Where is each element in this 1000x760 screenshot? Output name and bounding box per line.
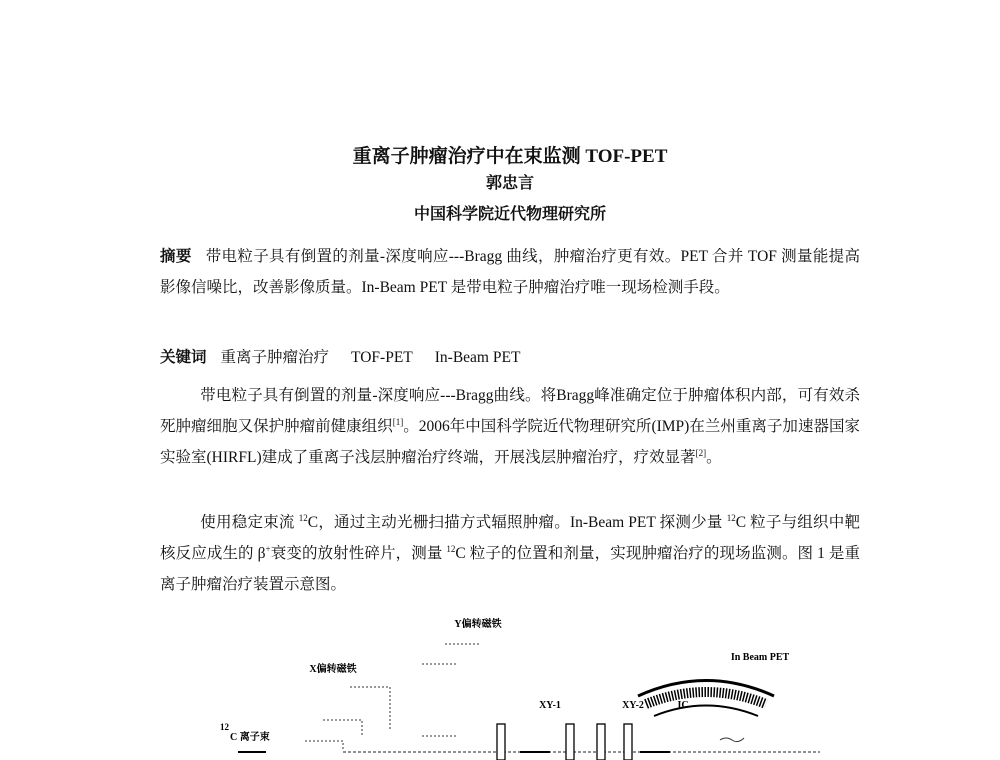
keyword: 重离子肿瘤治疗 <box>220 349 330 366</box>
detector-plates <box>497 724 632 760</box>
citation: [2] <box>695 447 707 458</box>
abstract <box>160 241 860 303</box>
affiliation: 中国科学院近代物理研究所 <box>413 206 606 223</box>
keyword: In-Beam PET <box>434 349 521 366</box>
xy2-label: XY-2 <box>622 700 644 711</box>
text: C 粒子与组织中靶核反应成生的 β <box>160 514 860 562</box>
abstract-text: 带电粒子具有倒置的剂量-深度响应---Bragg 曲线，肿瘤治疗更有效。PET 合并 TOF 测量能提高影像信噪比，改善影像质量。In-Beam PET 是带电粒子肿瘤治疗唯一现场检测手段。 <box>160 248 860 296</box>
superscript: 12 <box>298 512 308 523</box>
magnet-outlines <box>305 644 480 750</box>
keyword: TOF-PET <box>351 349 413 366</box>
beam-superscript: 12 <box>220 722 229 732</box>
ic-label: IC <box>677 700 689 711</box>
page-title: 重离子肿瘤治疗中在束监测 TOF-PET <box>352 146 668 167</box>
superscript: + <box>265 543 271 554</box>
citation: [1] <box>392 416 404 427</box>
x-magnet-label: X偏转磁铁 <box>309 664 357 675</box>
text: C 粒子的位置和剂量，实现肿瘤治疗的现场监测。图 1 是重离子肿瘤治疗装置示意图。 <box>160 545 860 593</box>
keywords-label: 关键词 <box>160 349 207 366</box>
text: 使用稳定束流 <box>200 514 299 531</box>
author: 郭忠言 <box>485 175 534 192</box>
text: 。 <box>706 449 722 466</box>
superscript: 12 <box>446 543 456 554</box>
xy1-label: XY-1 <box>539 700 561 711</box>
text: C，通过主动光栅扫描方式辐照肿瘤。In-Beam PET 探测少量 <box>307 514 727 531</box>
text: 衰变的放射性碎片，测量 <box>270 545 447 562</box>
text: 带电粒子具有倒置的剂量-深度响应---Bragg曲线。将Bragg峰准确定位于肿瘤体积内部，可有效杀死肿瘤细胞又保护肿瘤前健康组织 <box>160 387 860 435</box>
body-paragraph-1 <box>160 380 860 473</box>
beam-label: C 离子束 <box>230 732 270 743</box>
y-magnet-label: Y偏转磁铁 <box>454 619 502 630</box>
figure-diagram <box>200 600 820 760</box>
abstract-label: 摘要 <box>160 248 192 265</box>
text: 。2006年中国科学院近代物理研究所(IMP)在兰州重离子加速器国家实验室(HIRFL)建成了重离子浅层肿瘤治疗终端，开展浅层肿瘤治疗，疗效显著 <box>160 418 860 466</box>
keywords <box>160 342 860 373</box>
pet-label: In Beam PET <box>730 652 790 663</box>
body-paragraph-2 <box>160 507 860 600</box>
target-icon <box>720 738 744 742</box>
superscript: 12 <box>726 512 736 523</box>
pet-detector-ring-icon <box>638 681 774 717</box>
